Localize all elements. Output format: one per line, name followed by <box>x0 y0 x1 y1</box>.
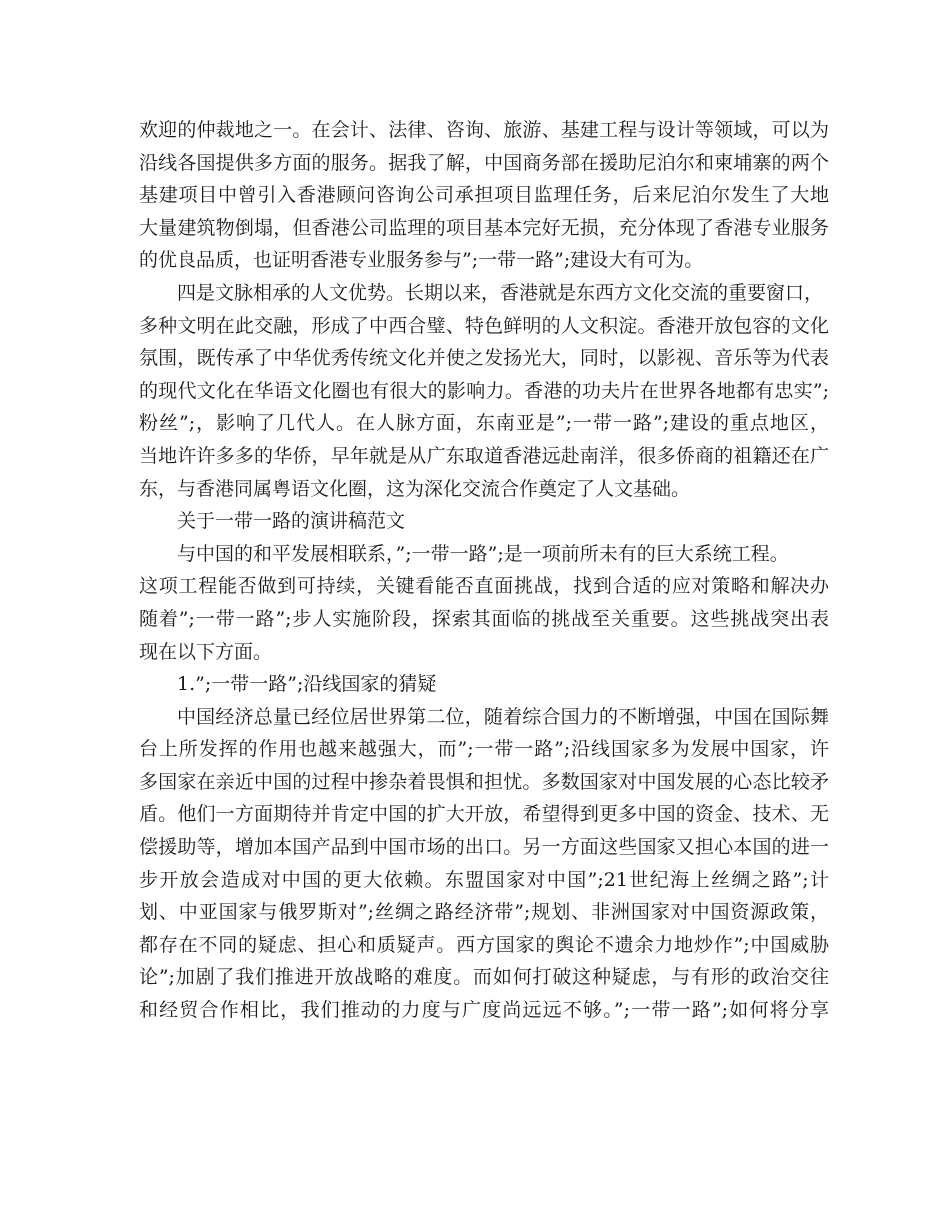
text-line: 1.”;一带一路”;沿线国家的猜疑 <box>177 673 437 696</box>
text-line: 氛围，既传承了中华优秀传统文化并使之发扬光大，同时，以影视、音乐等为代表 <box>139 347 829 370</box>
text-line: 欢迎的仲裁地之一。在会计、法律、咨询、旅游、基建工程与设计等领域，可以为 <box>139 119 829 141</box>
text-line: 关于一带一路的演讲稿范文 <box>177 510 406 533</box>
document-body <box>139 114 829 1027</box>
text-line: 偿援助等，增加本国产品到中国市场的出口。另一方面这些国家又担心本国的进一 <box>139 836 829 859</box>
text-line: 现在以下方面。 <box>139 640 273 663</box>
text-line: 多种文明在此交融，形成了中西合璧、特色鲜明的人文积淀。香港开放包容的文化 <box>139 314 829 337</box>
text-line: 大量建筑物倒塌，但香港公司监理的项目基本完好无损，充分体现了香港专业服务 <box>139 216 829 239</box>
text-line: 都存在不同的疑虑、担心和质疑声。西方国家的舆论不遗余力地炒作”;中国威胁 <box>139 933 829 956</box>
text-line: 中国经济总量已经位居世界第二位，随着综合国力的不断增强，中国在国际舞 <box>177 705 829 728</box>
text-line: 东，与香港同属粤语文化圈，这为深化交流合作奠定了人文基础。 <box>139 477 691 500</box>
text-line: 划、中亚国家与俄罗斯对”;丝绸之路经济带”;规划、非洲国家对中国资源政策， <box>139 901 829 924</box>
text-line: 当地许许多多的华侨，早年就是从广东取道香港远赴南洋，很多侨商的祖籍还在广 <box>139 444 829 467</box>
text-line: 四是文脉相承的人文优势。长期以来，香港就是东西方文化交流的重要窗口， <box>177 281 824 304</box>
text-line: 的优良品质，也证明香港专业服务参与”;一带一路”;建设大有可为。 <box>139 249 704 272</box>
text-line: 与中国的和平发展相联系，”;一带一路”;是一项前所未有的巨大系统工程。 <box>177 542 789 565</box>
text-line: 的现代文化在华语文化圈也有很大的影响力。香港的功夫片在世界各地都有忠实”; <box>139 379 829 402</box>
text-line: 粉丝”;，影响了几代人。在人脉方面，东南亚是”;一带一路”;建设的重点地区， <box>139 412 829 435</box>
text-line: 盾。他们一方面期待并肯定中国的扩大开放，希望得到更多中国的资金、技术、无 <box>139 803 829 826</box>
text-line: 基建项目中曾引入香港顾问咨询公司承担项目监理任务，后来尼泊尔发生了大地 <box>139 184 829 207</box>
text-line: 和经贸合作相比，我们推动的力度与广度尚远远不够。”;一带一路”;如何将分享 <box>139 999 829 1022</box>
text-line: 随着”;一带一路”;步人实施阶段，探索其面临的挑战至关重要。这些挑战突出表 <box>139 607 829 630</box>
text-line: 步开放会造成对中国的更大依赖。东盟国家对中国”;21世纪海上丝绸之路”;计 <box>139 868 829 891</box>
text-line: 台上所发挥的作用也越来越强大，而”;一带一路”;沿线国家多为发展中国家，许 <box>139 738 829 761</box>
text-line: 沿线各国提供多方面的服务。据我了解，中国商务部在援助尼泊尔和柬埔寨的两个 <box>139 151 829 174</box>
text-line: 论”;加剧了我们推进开放战略的难度。而如何打破这种疑虑，与有形的政治交往 <box>139 966 829 989</box>
text-line: 多国家在亲近中国的过程中掺杂着畏惧和担忧。多数国家对中国发展的心态比较矛 <box>139 770 829 793</box>
text-line: 这项工程能否做到可持续，关键看能否直面挑战，找到合适的应对策略和解决办 <box>139 575 829 598</box>
